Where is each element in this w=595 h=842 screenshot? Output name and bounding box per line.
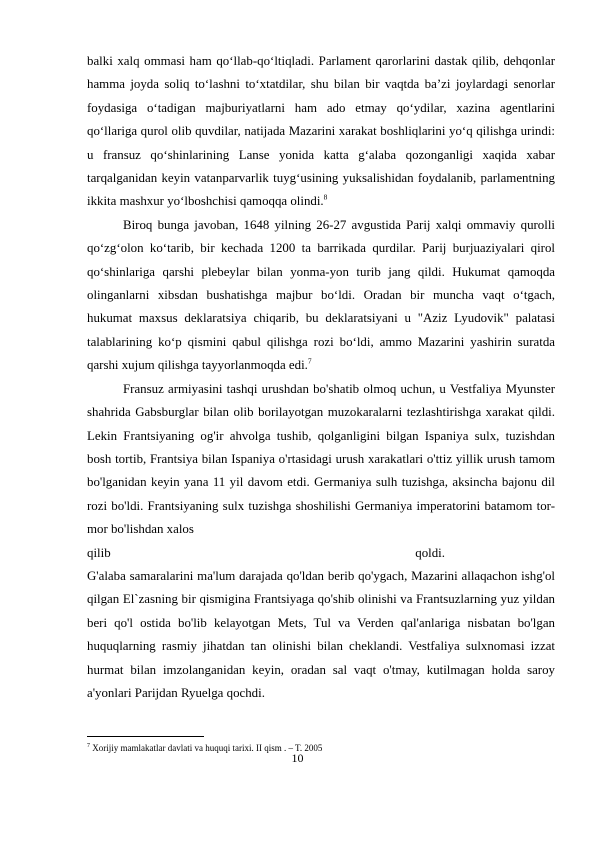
page-number: 10 <box>291 751 304 765</box>
paragraph <box>87 378 555 542</box>
paragraph-text: G'alaba samaralarini ma'lum darajada qo'ldan berib qo'ygach, Mazarini allaqachon ishg'ol qilgan El`zasning bir qismigina Frantsiyaga qo'shib olinishi va Frantsuzlarning yuz yildan beri qo'l ostida bo'lib kelayotgan Mets, Tul va Verden qal'anlariga nisbatan bo'lgan huquqlarning rasmiy jihatdan tan olinishi bilan cheklandi. Vestfaliya sulxnomasi izzat hurmat bilan imzolanganidan keyin, oradan sal vaqt o'tmay, kutilmagan holda saroy a'yonlari Parijdan Ryuelga qochdi. <box>87 568 555 700</box>
document-body <box>87 50 555 705</box>
paragraph-last-line <box>87 542 555 565</box>
paragraph-text: balki xalq ommasi ham qo‘llab-qo‘ltiqladi. Parlament qarorlarini dastak qilib, dehqonlar hamma joyda soliq to‘lashni to‘xtatdilar, shu bilan bir vaqtda ba’zi joylardagi senorlar foydasiga o‘tadigan majburiyatlarni ham ado etmay qo‘ydilar, xazina agentlarini qo‘llariga qurol olib quvdilar, natijada Mazarini xarakat boshliqlarini yo‘q qilishga urindi: u fransuz qo‘shinlarining Lanse yonida katta g‘alaba qozonganligi xaqida xabar tarqalganidan keyin vatanparvarlik tuyg‘usining yuksalishidan foydalanib, parlamentning ikkita mashxur yo‘lboshchisi qamoqqa olindi. <box>87 54 555 209</box>
paragraph <box>87 214 555 378</box>
paragraph <box>87 565 555 705</box>
paragraph-text: Biroq bunga javoban, 1648 yilning 26-27 avgustida Parij xalqi ommaviy qurolli qo‘zg‘olon ko‘tarib, bir kechada 1200 ta barrikada qurdilar. Parij burjuaziyalari qirol qo‘shinlariga qarshi plebeylar bilan yonma-yon turib jang qildi. Hukumat qamoqda olinganlarni xibsdan bushatishga majbur bo‘ldi. Oradan bir muncha vaqt o‘tgach, hukumat maxsus deklaratsiya chiqarib, bu deklaratsiyani u "Aziz Lyudovik" palatasi talablarining ko‘p qismini qabul qilishga rozi bo‘ldi, ammo Mazarini yashirin suratda qarshi xujum qilishga tayyorlanmoqda edi. <box>87 217 555 373</box>
paragraph <box>87 50 555 214</box>
footnote-reference: 7 <box>307 356 312 366</box>
paragraph-end-word: qilib <box>87 545 111 560</box>
footnote-marker: 7 <box>87 743 90 749</box>
footnote-reference: 8 <box>323 193 328 203</box>
footnote-text: Xorijiy mamlakatlar davlati va huquqi tarixi. II qism . – T. 2005 <box>90 743 323 753</box>
paragraph-end-word: qoldi. <box>415 545 445 560</box>
footnote-divider <box>87 736 204 737</box>
paragraph-text: Fransuz armiyasini tashqi urushdan bo'shatib olmoq uchun, u Vestfaliya Myunster shahrida Gabsburglar bilan olib borilayotgan muzokaralarni tezlashtirishga xarakat qildi. Lekin Frantsiyaning og'ir ahvolga tushib, qolganligini bilgan Ispaniya sulx, tuzishdan bosh tortib, Frantsiya bilan Ispaniya o'rtasidagi urush xarakatlari o'ttiz yillik urush tamom bo'lganidan keyin yana 11 yil davom etdi. Germaniya sulh tuzishga, aksincha bajonu dil rozi bo'ldi. Frantsiyaning sulx tuzishga shoshilishi Germaniya imperatorini batamom tor-mor bo'lishdan xalos <box>87 381 555 537</box>
